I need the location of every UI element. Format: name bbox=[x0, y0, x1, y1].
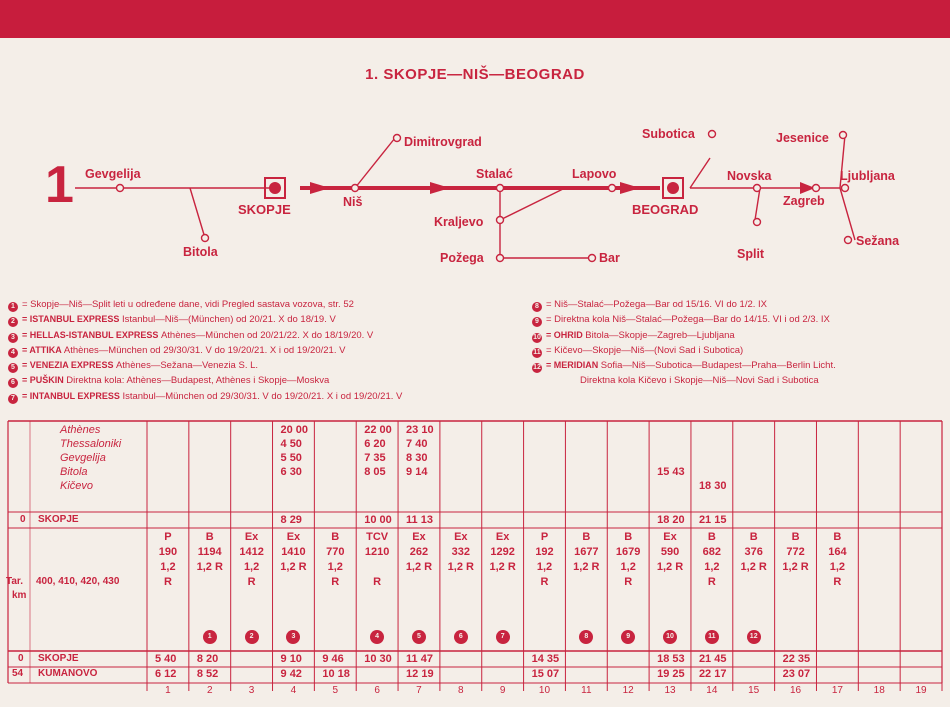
column-number: 12 bbox=[622, 685, 634, 696]
train-class: 1,2 R bbox=[740, 561, 767, 573]
station-subotica: Subotica bbox=[642, 127, 695, 141]
station-kraljevo: Kraljevo bbox=[434, 215, 484, 229]
note-text: Istanbul—Niš—(München) od 20/21. X do 18/19. V bbox=[121, 314, 336, 326]
station-time: 22 35 bbox=[782, 653, 811, 665]
origin-time: 7 40 bbox=[406, 438, 428, 450]
note-ref-badge: 3 bbox=[286, 630, 300, 644]
train-category: B bbox=[205, 531, 214, 543]
column-number: 1 bbox=[165, 685, 171, 696]
train-class: 1,2 R bbox=[280, 561, 307, 573]
skopje-departure-time: 11 13 bbox=[406, 514, 433, 526]
note-number-badge: 9 bbox=[532, 317, 542, 327]
station-time: 5 40 bbox=[155, 653, 177, 665]
station-time: 10 18 bbox=[322, 668, 350, 680]
origin-time: 18 30 bbox=[698, 480, 727, 492]
page-title: 1. SKOPJE—NIŠ—BEOGRAD bbox=[365, 66, 585, 83]
train-category: B bbox=[624, 531, 633, 543]
train-number: 1194 bbox=[197, 546, 222, 558]
train-number: 332 bbox=[451, 546, 470, 558]
station-lapovo: Lapovo bbox=[572, 167, 617, 181]
station-time: 9 10 bbox=[280, 653, 302, 665]
station-nis: Niš bbox=[343, 195, 363, 209]
train-class: 1,2 R bbox=[489, 561, 516, 573]
station-time: 12 19 bbox=[406, 668, 434, 680]
note-text: Athènes—München od 29/30/31. V do 19/20/21. X i od 19/20/21. V bbox=[63, 344, 346, 356]
train-number: 770 bbox=[326, 546, 345, 558]
train-class: 1,2 R bbox=[196, 561, 223, 573]
train-number: 1677 bbox=[574, 546, 599, 558]
column-number: 19 bbox=[915, 685, 927, 696]
skopje-departure-label: SKOPJE bbox=[38, 514, 79, 525]
skopje-departure-time: 18 20 bbox=[657, 514, 685, 526]
reservation-mark: R bbox=[373, 576, 382, 588]
origin-time: 23 10 bbox=[406, 424, 434, 436]
note-number-badge: 11 bbox=[533, 348, 541, 356]
train-class: 1,2 bbox=[620, 561, 636, 573]
station-novska: Novska bbox=[727, 169, 772, 183]
origin-time: 7 35 bbox=[364, 452, 386, 464]
note-number-badge: 7 bbox=[8, 394, 18, 404]
note-ref-badge: 4 bbox=[370, 630, 384, 644]
train-number: 262 bbox=[409, 546, 429, 558]
note-train-name: = VENEZIA EXPRESS bbox=[22, 360, 116, 371]
train-class: 1,2 R bbox=[782, 561, 809, 573]
train-category: B bbox=[707, 531, 716, 543]
station-time: 8 20 bbox=[196, 653, 219, 665]
station-gevgelija: Gevgelija bbox=[85, 167, 141, 181]
station-dimitrovgrad: Dimitrovgrad bbox=[404, 135, 482, 149]
train-class: 1,2 R bbox=[573, 561, 600, 573]
train-category: P bbox=[164, 531, 172, 543]
column-number: 6 bbox=[374, 685, 380, 696]
note-text: Sofia—Niš—Subotica—Budapest—Praha—Berlin Licht. bbox=[600, 360, 836, 372]
note-train-name: = MERIDIAN bbox=[546, 360, 601, 371]
train-number: 682 bbox=[702, 546, 722, 558]
column-number: 8 bbox=[458, 685, 464, 696]
note-number-badge: 10 bbox=[533, 333, 541, 341]
column-number: 7 bbox=[416, 685, 422, 696]
station-time: 11 47 bbox=[406, 653, 433, 665]
column-number: 13 bbox=[664, 685, 676, 696]
km-value: 54 bbox=[12, 668, 24, 679]
note-ref-badge: 2 bbox=[245, 630, 259, 644]
train-category: Ex bbox=[286, 531, 301, 543]
note-number-badge: 8 bbox=[532, 302, 542, 312]
column-number: 18 bbox=[873, 685, 885, 696]
note-text: Athènes—Sežana—Venezia S. L. bbox=[115, 360, 259, 372]
origin-station-label: Kičevo bbox=[60, 480, 94, 492]
train-class: 1,2 R bbox=[656, 561, 684, 573]
reservation-mark: R bbox=[540, 576, 549, 588]
note-text: Direktna kola: Athènes—Budapest, Athènes i Skopje—Moskva bbox=[66, 375, 330, 387]
train-class: 1,2 R bbox=[447, 561, 474, 573]
origin-time: 4 50 bbox=[280, 438, 302, 450]
origin-time: 6 20 bbox=[364, 438, 386, 450]
train-number: 192 bbox=[535, 546, 554, 558]
note-ref-badge: 11 bbox=[705, 630, 719, 644]
column-number: 10 bbox=[538, 685, 551, 696]
station-sezana: Sežana bbox=[856, 234, 900, 248]
train-class: 1,2 bbox=[243, 561, 260, 573]
note-text: = Direktna kola Niš—Stalać—Požega—Bar do 14/15. VI i od 2/3. IX bbox=[546, 314, 830, 326]
station-jesenice: Jesenice bbox=[776, 131, 829, 145]
reservation-mark: R bbox=[163, 576, 172, 588]
note-number-badge: 5 bbox=[8, 363, 18, 373]
origin-station-label: Bitola bbox=[60, 466, 88, 478]
note-train-name: = INTANBUL EXPRESS bbox=[22, 390, 123, 401]
column-number: 15 bbox=[748, 685, 760, 696]
train-category: B bbox=[791, 531, 800, 543]
station-time: 23 07 bbox=[782, 668, 811, 680]
note-text: Bitola—Skopje—Zagreb—Ljubljana bbox=[585, 329, 735, 341]
station-bar: Bar bbox=[599, 251, 620, 265]
train-category: B bbox=[582, 531, 591, 543]
note-number-badge: 6 bbox=[8, 378, 18, 388]
station-time: 14 35 bbox=[531, 653, 560, 665]
note-number-badge: 2 bbox=[8, 317, 18, 327]
origin-time: 9 14 bbox=[406, 466, 428, 478]
station-stalac: Stalać bbox=[476, 167, 513, 181]
origin-time: 6 30 bbox=[280, 466, 302, 478]
note-text: = Niš—Stalać—Požega—Bar od 15/16. VI do 1/2. IX bbox=[546, 299, 767, 310]
origin-time: 5 50 bbox=[280, 452, 302, 464]
station-ljubljana: Ljubljana bbox=[840, 169, 895, 183]
origin-time: 8 30 bbox=[406, 452, 428, 464]
train-number: 1210 bbox=[364, 546, 390, 558]
route-number: 1 bbox=[45, 156, 74, 214]
train-category: Ex bbox=[412, 531, 426, 543]
origin-station-label: Gevgelija bbox=[60, 452, 106, 464]
note-train-name: = ATTIKA bbox=[22, 344, 64, 355]
train-category: B bbox=[749, 531, 758, 543]
km-value: 0 bbox=[20, 514, 26, 525]
station-time: 10 30 bbox=[364, 653, 392, 665]
station-time: 18 53 bbox=[657, 653, 685, 665]
train-category: Ex bbox=[244, 531, 259, 543]
column-number: 4 bbox=[290, 685, 297, 696]
column-number: 3 bbox=[248, 685, 255, 696]
origin-time: 20 00 bbox=[280, 424, 309, 436]
station-time: 21 45 bbox=[698, 653, 727, 665]
station-skopje: SKOPJE bbox=[238, 202, 291, 217]
station-time: 9 46 bbox=[322, 653, 344, 665]
column-number: 2 bbox=[206, 685, 213, 696]
skopje-departure-time: 10 00 bbox=[364, 514, 392, 526]
train-category: Ex bbox=[454, 531, 468, 543]
origin-station-label: Thessaloniki bbox=[60, 438, 122, 450]
station-time: 15 07 bbox=[531, 668, 560, 680]
km-value: 0 bbox=[18, 653, 24, 664]
train-number: 190 bbox=[158, 546, 178, 558]
train-number: 376 bbox=[744, 546, 763, 558]
train-number: 590 bbox=[660, 546, 680, 558]
note-ref-badge: 12 bbox=[747, 630, 761, 644]
train-class: 1,2 bbox=[829, 561, 846, 573]
km-label: km bbox=[12, 590, 27, 601]
column-number: 5 bbox=[332, 685, 339, 696]
station-split: Split bbox=[737, 247, 765, 261]
note-number-badge: 3 bbox=[8, 333, 18, 343]
train-number: 772 bbox=[786, 546, 805, 558]
note-text: Istanbul—München od 29/30/31. V do 19/20/21. X i od 19/20/21. V bbox=[122, 390, 403, 402]
column-number: 11 bbox=[581, 685, 592, 696]
note-train-name: = OHRID bbox=[546, 329, 586, 340]
train-class: 1,2 R bbox=[405, 561, 433, 573]
note-number-badge: 1 bbox=[8, 302, 18, 312]
station-pozega: Požega bbox=[440, 251, 484, 265]
train-category: P bbox=[540, 531, 549, 543]
station-row-label: KUMANOVO bbox=[38, 668, 98, 679]
reservation-mark: R bbox=[707, 576, 716, 588]
skopje-departure-time: 8 29 bbox=[280, 514, 302, 526]
note-ref-badge: 8 bbox=[579, 630, 593, 644]
train-class: 1,2 bbox=[327, 561, 343, 573]
train-number: 1679 bbox=[615, 546, 641, 558]
note-text: Athènes—München od 20/21/22. X do 18/19/20. V bbox=[160, 329, 374, 341]
origin-station-label: Athènes bbox=[60, 424, 101, 436]
station-time: 9 42 bbox=[280, 668, 302, 680]
station-beograd: BEOGRAD bbox=[632, 202, 699, 217]
note-ref-badge: 10 bbox=[663, 630, 677, 644]
reservation-mark: R bbox=[833, 576, 842, 588]
note-number-badge: 4 bbox=[8, 348, 18, 358]
station-time: 22 17 bbox=[698, 668, 727, 680]
reservation-mark: R bbox=[624, 576, 633, 588]
station-bitola: Bitola bbox=[183, 245, 218, 259]
reservation-mark: R bbox=[331, 576, 340, 588]
station-time: 6 12 bbox=[155, 668, 177, 680]
note-text: Direktna kola Kičevo i Skopje—Niš—Novi Sad i Subotica bbox=[580, 375, 819, 387]
note-ref-badge: 1 bbox=[203, 630, 217, 644]
origin-time: 22 00 bbox=[364, 424, 392, 436]
train-class: 1,2 bbox=[536, 561, 553, 573]
note-ref-badge: 7 bbox=[496, 630, 510, 644]
train-number: 1410 bbox=[281, 546, 306, 558]
note-number-badge: 12 bbox=[533, 364, 541, 372]
skopje-departure-time: 21 15 bbox=[698, 514, 727, 526]
train-category: B bbox=[833, 531, 842, 543]
station-time: 19 25 bbox=[657, 668, 685, 680]
note-train-name: = PUŠKIN bbox=[22, 375, 67, 386]
reservation-mark: R bbox=[247, 576, 256, 588]
origin-time: 8 05 bbox=[364, 466, 386, 478]
station-zagreb: Zagreb bbox=[783, 194, 825, 208]
train-number: 1412 bbox=[239, 546, 264, 558]
train-number: 1292 bbox=[490, 546, 515, 558]
origin-time: 15 43 bbox=[657, 466, 685, 478]
column-number: 9 bbox=[499, 685, 506, 696]
tariff-values: 400, 410, 420, 430 bbox=[36, 576, 120, 587]
column-number: 16 bbox=[789, 685, 802, 696]
train-number: 164 bbox=[828, 546, 847, 558]
note-ref-badge: 6 bbox=[454, 630, 468, 644]
note-text: = Kičevo—Skopje—Niš—(Novi Sad i Subotica) bbox=[546, 344, 744, 356]
train-category: Ex bbox=[495, 531, 510, 543]
note-ref-badge: 9 bbox=[621, 630, 635, 644]
station-row-label: SKOPJE bbox=[38, 653, 79, 664]
station-time: 8 52 bbox=[196, 668, 219, 680]
note-ref-badge: 5 bbox=[412, 630, 426, 644]
train-class: 1,2 bbox=[704, 561, 720, 573]
note-train-name: = ISTANBUL EXPRESS bbox=[22, 314, 122, 325]
tariff-label: Tar. bbox=[6, 576, 24, 587]
column-number: 14 bbox=[706, 685, 718, 696]
column-number: 17 bbox=[831, 685, 843, 696]
train-class: 1,2 bbox=[160, 561, 176, 573]
train-category: Ex bbox=[663, 531, 677, 543]
note-train-name: = HELLAS-ISTANBUL EXPRESS bbox=[22, 329, 161, 340]
train-category: TCV bbox=[366, 531, 389, 543]
note-text: = Skopje—Niš—Split leti u određene dane, vidi Pregled sastava vozova, str. 52 bbox=[22, 299, 354, 310]
train-category: B bbox=[331, 531, 340, 543]
